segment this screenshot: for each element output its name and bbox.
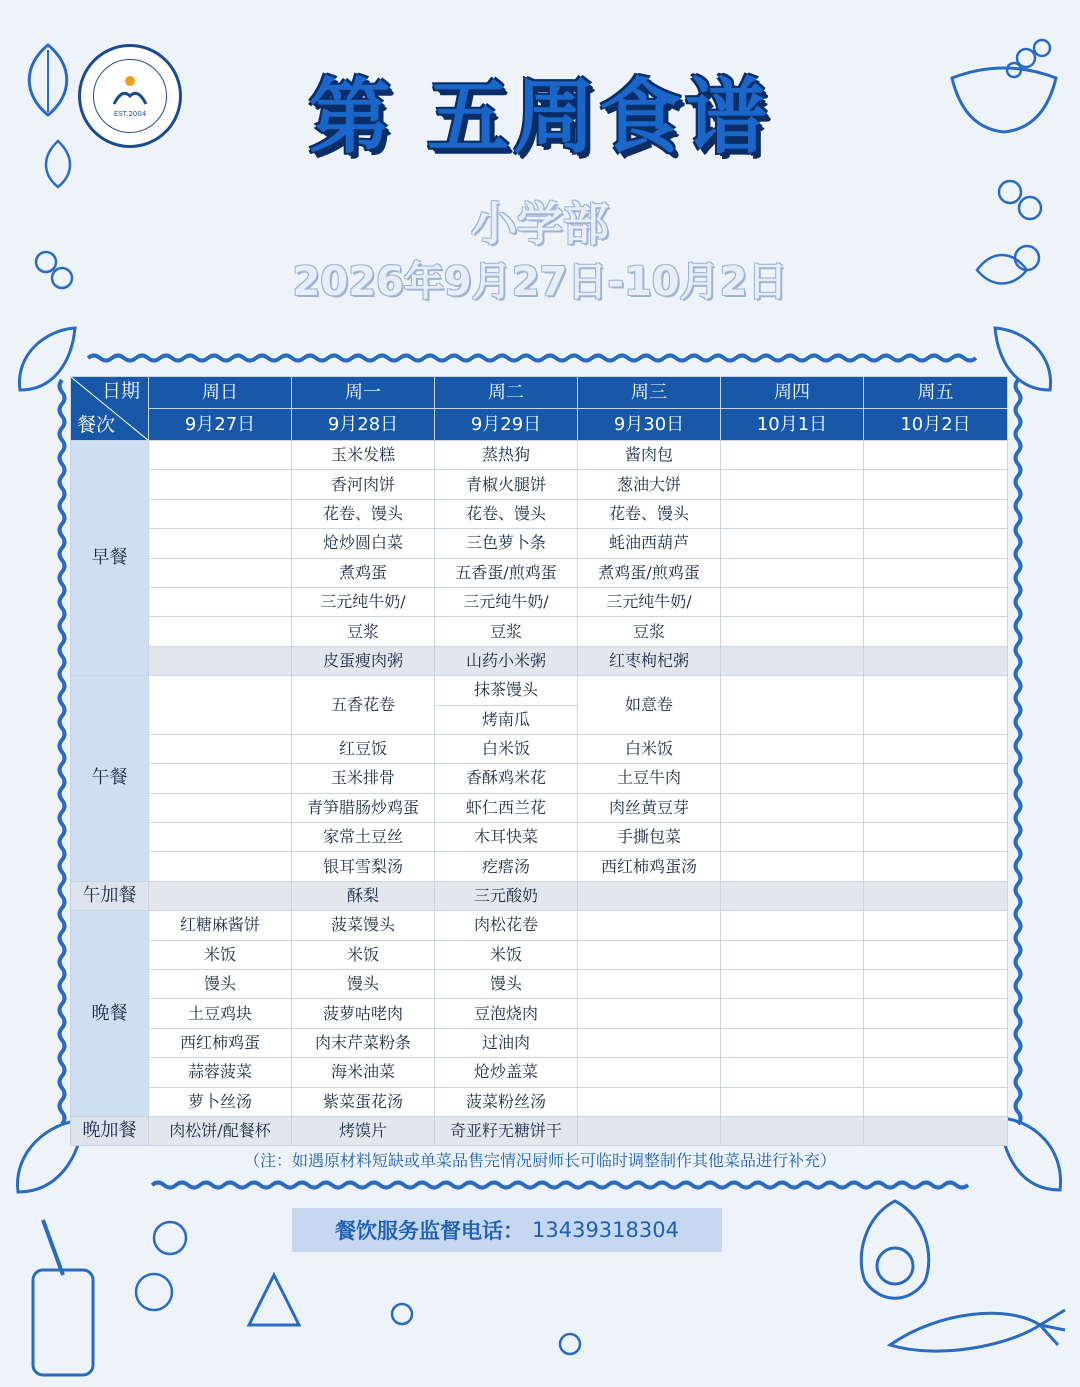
weekday-header: 周二 [435, 377, 578, 409]
menu-cell: 烤馍片 [292, 1116, 435, 1145]
menu-cell: 白米饭 [435, 734, 578, 763]
table-row [71, 499, 1008, 528]
date-header: 9月27日 [149, 409, 292, 441]
lemon-icon [244, 1270, 304, 1340]
menu-cell [864, 1028, 1008, 1057]
corner-date-label: 日期 [101, 380, 140, 402]
menu-cell [864, 1087, 1008, 1116]
menu-cell: 馒头 [435, 970, 578, 999]
menu-cell: 肉末芹菜粉条 [292, 1028, 435, 1057]
menu-cell: 萝卜丝汤 [149, 1087, 292, 1116]
menu-cell: 疙瘩汤 [435, 852, 578, 881]
menu-cell: 五香蛋/煎鸡蛋 [435, 558, 578, 587]
menu-cell: 豆泡烧肉 [435, 999, 578, 1028]
carrot-icon [880, 1290, 1070, 1370]
menu-cell: 青笋腊肠炒鸡蛋 [292, 793, 435, 822]
menu-cell [864, 764, 1008, 793]
menu-cell: 海米油菜 [292, 1058, 435, 1087]
menu-cell [149, 617, 292, 646]
menu-cell: 花卷、馒头 [578, 499, 721, 528]
menu-cell: 花卷、馒头 [292, 499, 435, 528]
menu-cell [864, 529, 1008, 558]
menu-cell [721, 1028, 864, 1057]
menu-cell [721, 470, 864, 499]
menu-cell: 香河肉饼 [292, 470, 435, 499]
table-row [71, 999, 1008, 1028]
date-header: 9月29日 [435, 409, 578, 441]
menu-cell: 菠菜馒头 [292, 911, 435, 940]
menu-cell [578, 911, 721, 940]
menu-cell: 玉米发糕 [292, 441, 435, 470]
table-row [71, 764, 1008, 793]
table-row [71, 558, 1008, 587]
cucumber-slice-icon [150, 1218, 190, 1258]
menu-cell [578, 1087, 721, 1116]
menu-table [70, 376, 1008, 1146]
weekday-header: 周日 [149, 377, 292, 409]
menu-cell [721, 1058, 864, 1087]
date-header: 9月28日 [292, 409, 435, 441]
menu-cell [721, 734, 864, 763]
menu-cell: 三色萝卜条 [435, 529, 578, 558]
menu-cell [721, 1087, 864, 1116]
menu-cell: 三元酸奶 [435, 881, 578, 910]
weekday-header: 周五 [864, 377, 1008, 409]
menu-cell [578, 881, 721, 910]
menu-cell [149, 499, 292, 528]
menu-cell [721, 587, 864, 616]
menu-cell [864, 646, 1008, 675]
juice-jar-icon [18, 1215, 108, 1380]
menu-cell: 豆浆 [435, 617, 578, 646]
menu-cell: 玉米排骨 [292, 764, 435, 793]
menu-cell: 米饭 [435, 940, 578, 969]
table-row [71, 970, 1008, 999]
menu-cell [864, 676, 1008, 735]
table-row [71, 1087, 1008, 1116]
table-row [71, 911, 1008, 940]
menu-cell: 西红柿鸡蛋汤 [578, 852, 721, 881]
meal-label: 午加餐 [71, 881, 149, 910]
menu-body [71, 441, 1008, 1146]
menu-cell [864, 734, 1008, 763]
weekday-header: 周一 [292, 377, 435, 409]
meal-label: 午餐 [71, 676, 149, 882]
table-row [71, 529, 1008, 558]
supervision-phone-box [292, 1208, 722, 1252]
menu-cell [721, 911, 864, 940]
date-header: 10月1日 [721, 409, 864, 441]
menu-cell [864, 823, 1008, 852]
menu-cell [864, 793, 1008, 822]
menu-cell: 虾仁西兰花 [435, 793, 578, 822]
menu-cell [721, 852, 864, 881]
menu-cell: 家常土豆丝 [292, 823, 435, 852]
menu-cell: 菠萝咕咾肉 [292, 999, 435, 1028]
menu-cell [721, 940, 864, 969]
table-row [71, 881, 1008, 910]
header-corner [71, 377, 149, 441]
menu-cell: 过油肉 [435, 1028, 578, 1057]
menu-cell: 葱油大饼 [578, 470, 721, 499]
table-row [71, 470, 1008, 499]
menu-cell: 三元纯牛奶/ [578, 587, 721, 616]
menu-cell: 西红柿鸡蛋 [149, 1028, 292, 1057]
menu-cell [721, 676, 864, 735]
menu-cell: 三元纯牛奶/ [435, 587, 578, 616]
menu-cell [721, 970, 864, 999]
menu-cell: 抹茶馒头 [435, 676, 578, 705]
menu-cell [149, 441, 292, 470]
menu-cell [149, 587, 292, 616]
page-subtitle: 小学部 [471, 197, 609, 251]
blueberry-icon [388, 1300, 416, 1328]
menu-cell: 红豆饭 [292, 734, 435, 763]
menu-cell: 银耳雪梨汤 [292, 852, 435, 881]
menu-cell: 烤南瓜 [435, 705, 578, 734]
menu-cell [578, 1028, 721, 1057]
menu-cell [721, 793, 864, 822]
menu-cell [578, 999, 721, 1028]
footnote: （注：如遇原材料短缺或单菜品售完情况厨师长可临时调整制作其他菜品进行补充） [243, 1151, 836, 1170]
menu-cell: 香酥鸡米花 [435, 764, 578, 793]
page-title: 第 五周食谱 [308, 70, 772, 165]
menu-cell: 五香花卷 [292, 676, 435, 735]
menu-cell: 豆浆 [292, 617, 435, 646]
table-row [71, 646, 1008, 675]
menu-cell [864, 617, 1008, 646]
meal-label: 早餐 [71, 441, 149, 676]
table-row [71, 1028, 1008, 1057]
menu-cell: 肉丝黄豆芽 [578, 793, 721, 822]
date-range: 2026年9月27日-10月2日 [292, 259, 788, 305]
table-row [71, 676, 1008, 705]
menu-cell [721, 881, 864, 910]
menu-cell: 蒸热狗 [435, 441, 578, 470]
table-row [71, 587, 1008, 616]
menu-cell: 米饭 [292, 940, 435, 969]
meal-label: 晚餐 [71, 911, 149, 1117]
menu-cell [149, 558, 292, 587]
menu-cell: 土豆鸡块 [149, 999, 292, 1028]
menu-cell [149, 852, 292, 881]
cucumber-slice-icon [132, 1270, 176, 1314]
menu-cell [149, 529, 292, 558]
menu-cell: 三元纯牛奶/ [292, 587, 435, 616]
table-row [71, 852, 1008, 881]
menu-cell: 馒头 [149, 970, 292, 999]
menu-cell: 紫菜蛋花汤 [292, 1087, 435, 1116]
menu-cell [149, 881, 292, 910]
table-row [71, 734, 1008, 763]
menu-cell [864, 558, 1008, 587]
menu-cell: 煮鸡蛋 [292, 558, 435, 587]
header-date-row [71, 409, 1008, 441]
blueberry-icon [556, 1330, 584, 1358]
table-row [71, 1116, 1008, 1145]
menu-cell [721, 1116, 864, 1145]
menu-cell [721, 529, 864, 558]
menu-cell [864, 852, 1008, 881]
menu-cell [149, 646, 292, 675]
menu-cell: 豆浆 [578, 617, 721, 646]
menu-cell: 煮鸡蛋/煎鸡蛋 [578, 558, 721, 587]
menu-cell [864, 940, 1008, 969]
menu-cell [578, 970, 721, 999]
menu-cell [578, 1116, 721, 1145]
menu-cell: 馒头 [292, 970, 435, 999]
menu-cell [149, 764, 292, 793]
menu-cell: 蚝油西葫芦 [578, 529, 721, 558]
table-row [71, 940, 1008, 969]
menu-cell [149, 676, 292, 735]
menu-cell: 红枣枸杞粥 [578, 646, 721, 675]
menu-cell [149, 793, 292, 822]
menu-cell [864, 499, 1008, 528]
phone-number[interactable]: 13439318304 [532, 1218, 679, 1242]
menu-cell: 木耳快菜 [435, 823, 578, 852]
menu-cell [721, 558, 864, 587]
menu-cell: 肉松饼/配餐杯 [149, 1116, 292, 1145]
menu-cell: 炝炒圆白菜 [292, 529, 435, 558]
menu-cell [721, 441, 864, 470]
meal-label: 晚加餐 [71, 1116, 149, 1145]
menu-cell: 肉松花卷 [435, 911, 578, 940]
table-row [71, 441, 1008, 470]
menu-cell [864, 587, 1008, 616]
menu-cell: 酱肉包 [578, 441, 721, 470]
menu-cell [721, 823, 864, 852]
menu-cell [721, 999, 864, 1028]
menu-cell: 白米饭 [578, 734, 721, 763]
table-row [71, 823, 1008, 852]
table-row [71, 617, 1008, 646]
weekday-header: 周四 [721, 377, 864, 409]
menu-cell [864, 881, 1008, 910]
menu-cell: 青椒火腿饼 [435, 470, 578, 499]
menu-cell [149, 734, 292, 763]
menu-cell [864, 1116, 1008, 1145]
menu-cell: 炝炒盖菜 [435, 1058, 578, 1087]
date-header: 10月2日 [864, 409, 1008, 441]
menu-cell [578, 1058, 721, 1087]
menu-cell [864, 999, 1008, 1028]
menu-cell: 如意卷 [578, 676, 721, 735]
menu-cell [149, 823, 292, 852]
menu-cell [864, 470, 1008, 499]
menu-cell [864, 441, 1008, 470]
menu-cell: 红糖麻酱饼 [149, 911, 292, 940]
menu-cell: 土豆牛肉 [578, 764, 721, 793]
menu-cell: 花卷、馒头 [435, 499, 578, 528]
menu-cell [578, 940, 721, 969]
menu-cell: 手撕包菜 [578, 823, 721, 852]
menu-cell [721, 617, 864, 646]
menu-cell [864, 911, 1008, 940]
corner-meal-label: 餐次 [77, 414, 116, 436]
menu-cell [721, 646, 864, 675]
menu-cell [721, 499, 864, 528]
menu-cell [149, 470, 292, 499]
date-header: 9月30日 [578, 409, 721, 441]
menu-cell: 酥梨 [292, 881, 435, 910]
menu-cell: 山药小米粥 [435, 646, 578, 675]
phone-label: 餐饮服务监督电话： [335, 1219, 524, 1243]
menu-cell: 皮蛋瘦肉粥 [292, 646, 435, 675]
menu-cell [864, 970, 1008, 999]
menu-cell [864, 1058, 1008, 1087]
table-row [71, 793, 1008, 822]
menu-cell: 蒜蓉菠菜 [149, 1058, 292, 1087]
menu-cell: 奇亚籽无糖饼干 [435, 1116, 578, 1145]
menu-cell [721, 764, 864, 793]
menu-cell: 菠菜粉丝汤 [435, 1087, 578, 1116]
menu-cell: 米饭 [149, 940, 292, 969]
logo-est: EST.2004 [113, 110, 147, 118]
header-week-row [71, 377, 1008, 409]
weekday-header: 周三 [578, 377, 721, 409]
table-row [71, 1058, 1008, 1087]
